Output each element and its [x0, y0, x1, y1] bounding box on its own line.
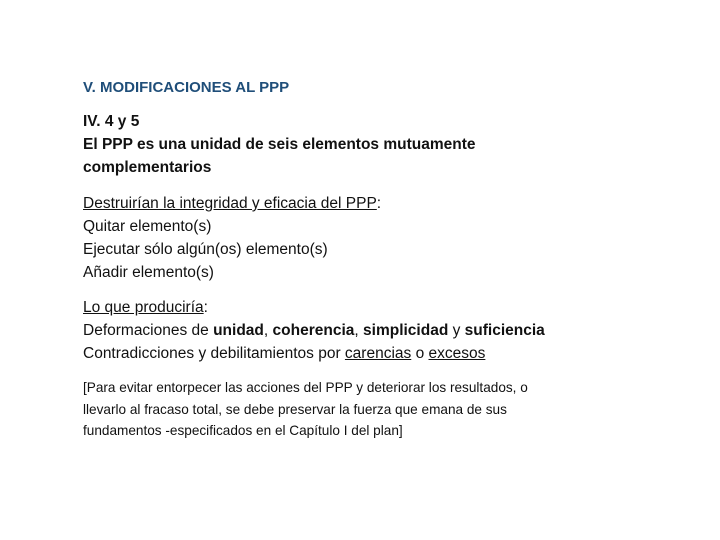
intro-reference: IV. 4 y 5 — [83, 113, 140, 130]
note-line: fundamentos -especificados en el Capítulo I del plan] — [83, 423, 403, 438]
keyword-carencias: carencias — [344, 345, 412, 362]
note-line: llevarlo al fracaso total, se debe preservar la fuerza que emana de sus — [83, 401, 507, 417]
intro-text-line-2: complementarios — [83, 159, 212, 176]
destroy-item: Ejecutar sólo algún(os) elemento(s) — [83, 241, 328, 258]
effects-title-text: Lo que produciría — [83, 299, 204, 316]
effects-title — [83, 296, 545, 319]
note-line: [Para evitar entorpecer las acciones del PPP y deteriorar los resultados, o — [83, 380, 528, 395]
destroy-item: Añadir elemento(s) — [83, 264, 214, 281]
destroy-item: Quitar elemento(s) — [83, 218, 212, 235]
text-span: , — [263, 322, 273, 339]
destroy-title-text: Destruirían la integridad y eficacia del PPP — [83, 195, 377, 212]
intro-text-line-1: El PPP es una unidad de seis elementos mutuamente — [83, 136, 476, 153]
effects-line-2 — [83, 342, 545, 365]
text-span: Contradicciones y debilitamientos por — [83, 345, 345, 362]
effects-title-colon: : — [203, 299, 208, 316]
keyword-unidad: unidad — [213, 322, 264, 339]
effects-line-1 — [83, 319, 545, 342]
text-span: Deformaciones de — [83, 322, 214, 339]
destroy-title-colon: : — [376, 195, 382, 212]
destroy-block — [83, 192, 381, 284]
text-span: , — [354, 322, 364, 339]
text-span: o — [411, 345, 429, 362]
keyword-excesos: excesos — [428, 345, 486, 362]
note-block — [83, 377, 643, 442]
keyword-suficiencia: suficiencia — [464, 322, 545, 339]
section-heading: V. MODIFICACIONES AL PPP — [83, 79, 290, 96]
keyword-simplicidad: simplicidad — [363, 322, 449, 339]
intro-block — [83, 110, 476, 179]
effects-block — [83, 296, 545, 365]
keyword-coherencia: coherencia — [272, 322, 355, 339]
destroy-title — [83, 192, 381, 215]
text-span: y — [448, 322, 465, 339]
